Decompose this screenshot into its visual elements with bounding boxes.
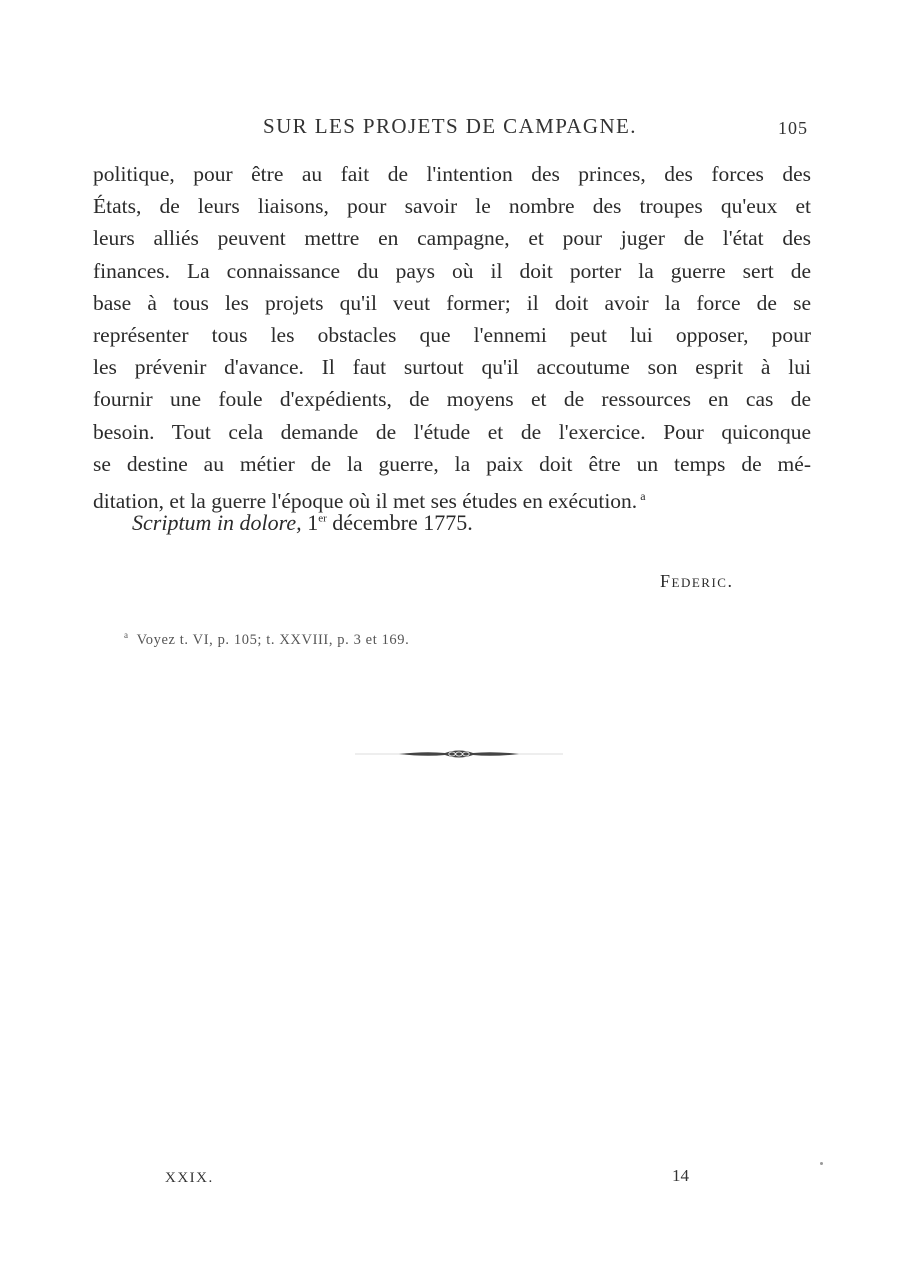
footnote	[124, 630, 409, 649]
volume-number: XXIX.	[165, 1170, 214, 1186]
body-line: les prévenir d'avance. Il faut surtout qu'il accoutume son esprit à lui	[93, 355, 811, 380]
body-line: besoin. Tout cela demande de l'étude et de l'exercice. Pour quiconque	[93, 419, 811, 444]
signature-mark: 14	[672, 1166, 689, 1185]
body-line: États, de leurs liaisons, pour savoir le nombre des troupes qu'eux et	[93, 194, 811, 219]
ornament-divider-icon	[355, 745, 563, 763]
body-line: représenter tous les obstacles que l'ennemi peut lui opposer, pour	[93, 323, 811, 348]
footnote-text: Voyez t. VI, p. 105; t. XXVIII, p. 3 et 169.	[136, 631, 410, 648]
footnote-reference: a	[640, 489, 646, 504]
body-paragraph	[93, 158, 811, 517]
body-line: leurs alliés peuvent mettre en campagne, et pour juger de l'état des	[93, 226, 811, 251]
body-line: fournir une foule d'expédients, de moyens et de ressources en cas de	[93, 387, 811, 412]
body-line: se destine au métier de la guerre, la paix doit être un temps de mé-	[93, 451, 811, 476]
body-line: base à tous les projets qu'il veut former; il doit avoir la force de se	[93, 290, 811, 315]
body-line-text: ditation, et la guerre l'époque où il met ses études en exécution.	[93, 489, 638, 514]
body-line: politique, pour être au fait de l'intention des princes, des forces des	[93, 162, 811, 186]
page-speck	[820, 1162, 823, 1165]
dateline-day: 1	[307, 510, 319, 535]
dateline-latin: Scriptum in dolore,	[132, 510, 302, 535]
dateline-day-suffix: er	[318, 512, 327, 525]
running-title: SUR LES PROJETS DE CAMPAGNE.	[263, 114, 637, 138]
dateline-rest: décembre 1775.	[332, 510, 473, 535]
footnote-marker: a	[124, 630, 129, 640]
dateline	[132, 510, 473, 536]
page-number: 105	[778, 118, 808, 138]
author-signature: Federic.	[660, 571, 734, 591]
body-line: finances. La connaissance du pays où il doit porter la guerre sert de	[93, 258, 811, 283]
